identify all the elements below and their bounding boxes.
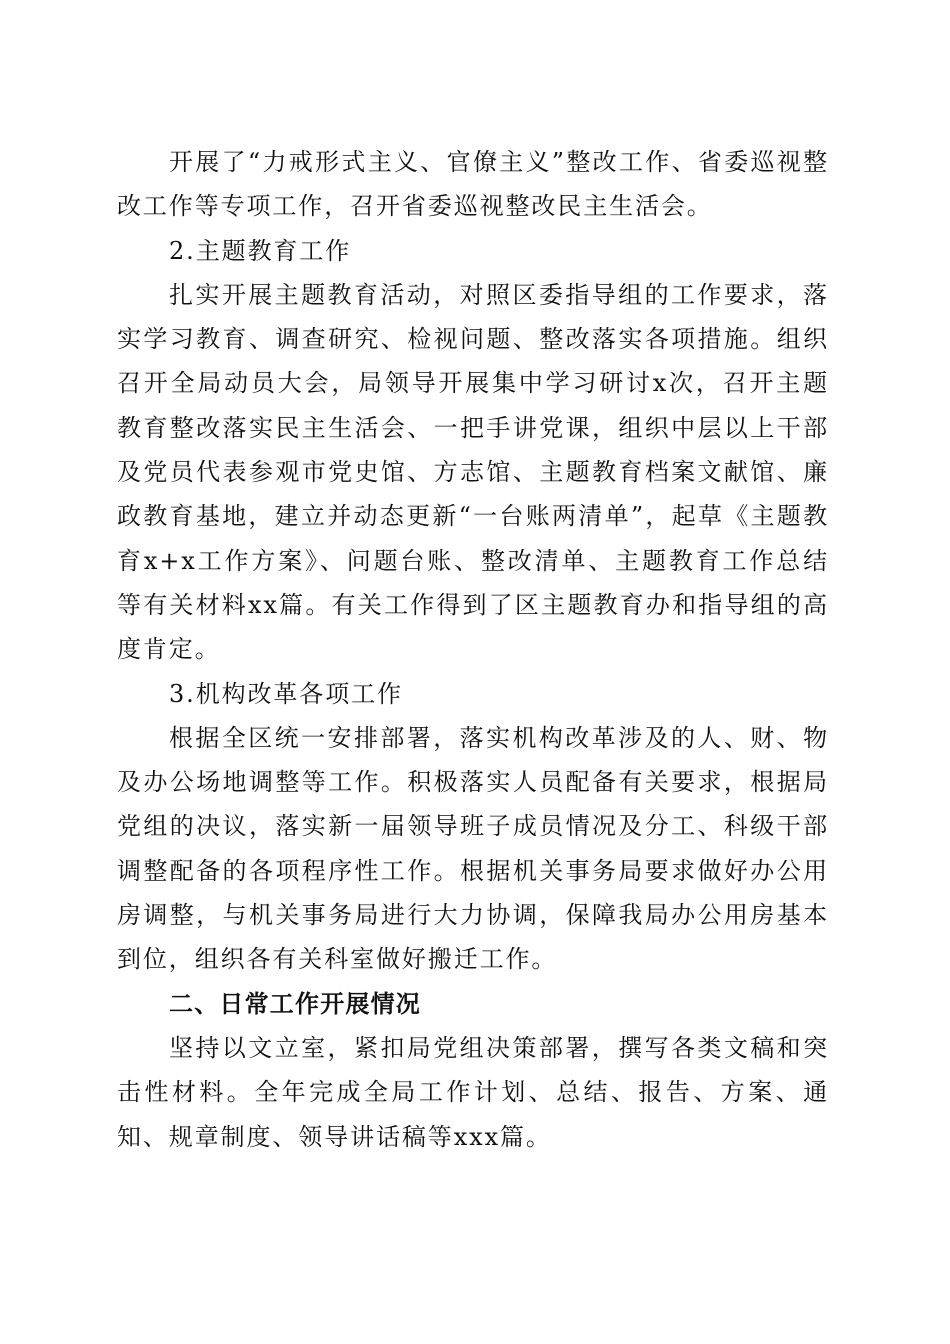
document-body bbox=[117, 140, 829, 1159]
paragraph-rectification-work: 开展了“力戒形式主义、官僚主义”整改工作、省委巡视整改工作等专项工作，召开省委巡视整改民主生活会。 bbox=[117, 148, 829, 221]
subheading-institutional-reform: 3.机构改革各项工作 bbox=[169, 679, 403, 708]
subheading-theme-education: 2.主题教育工作 bbox=[169, 236, 352, 265]
section-heading-daily-work: 二、日常工作开展情况 bbox=[169, 989, 421, 1018]
paragraph-institutional-reform: 根据全区统一安排部署，落实机构改革涉及的人、财、物及办公场地调整等工作。积极落实人员配备有关要求，根据局党组的决议，落实新一届领导班子成员情况及分工、科级干部调整配备的各项程序性工作。根据机关事务局要求做好办公用房调整，与机关事务局进行大力协调，保障我局办公用房基本到位，组织各有关科室做好搬迁工作。 bbox=[117, 723, 829, 974]
paragraph-daily-work: 坚持以文立室，紧扣局党组决策部署，撰写各类文稿和突击性材料。全年完成全局工作计划、总结、报告、方案、通知、规章制度、领导讲话稿等xxx篇。 bbox=[117, 1033, 829, 1151]
paragraph-theme-education: 扎实开展主题教育活动，对照区委指导组的工作要求，落实学习教育、调查研究、检视问题、整改落实各项措施。组织召开全局动员大会，局领导开展集中学习研讨x次，召开主题教育整改落实民主生活会、一把手讲党课，组织中层以上干部及党员代表参观市党史馆、方志馆、主题教育档案文献馆、廉政教育基地，建立并动态更新“一台账两清单”，起草《主题教育x+x工作方案》、问题台账、整改清单、主题教育工作总结等有关材料xx篇。有关工作得到了区主题教育办和指导组的高度肯定。 bbox=[117, 280, 829, 664]
